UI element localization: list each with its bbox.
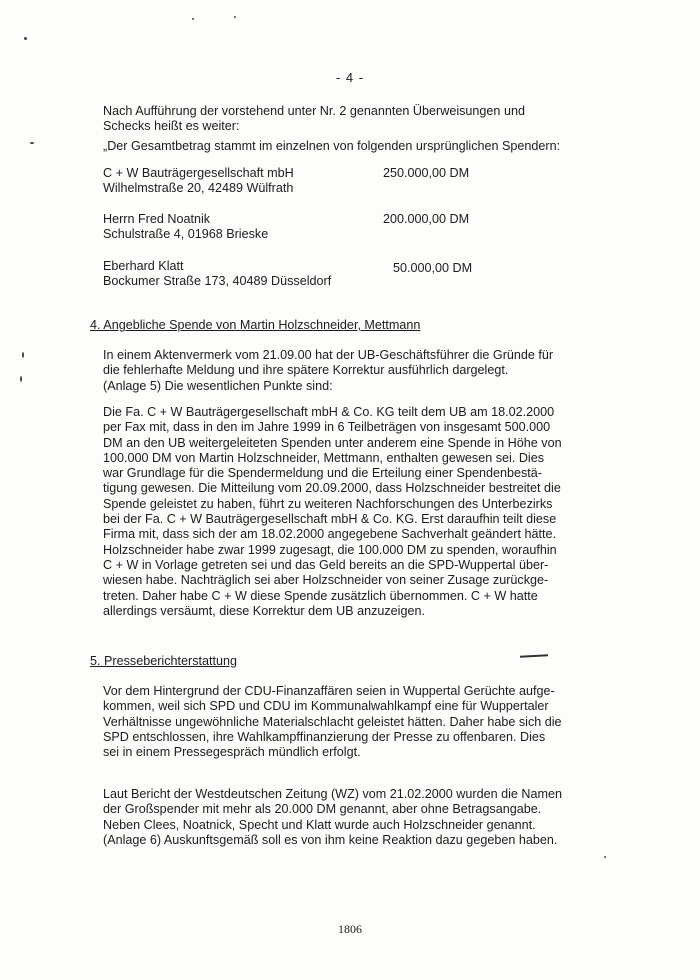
section4-paragraph-1 [103,348,553,394]
paragraph-line: Firma mit, dass sich der am 18.02.2000 angegebene Sachverhalt geändert hätte. [103,527,556,542]
footer-page-number: 1806 [338,922,362,936]
paragraph-line: war Grundlage für die Spendermeldung und die Erteilung einer Spendenbestä- [103,466,542,481]
scan-speck [22,352,24,358]
section-heading-4: 4. Angebliche Spende von Martin Holzschneider, Mettmann [90,318,421,332]
scan-speck [234,16,236,18]
paragraph-line: In einem Aktenvermerk vom 21.09.00 hat der UB-Geschäftsführer die Gründe für [103,348,554,362]
pen-mark [520,654,548,657]
donor-entry [103,259,331,290]
donor-amount: 50.000,00 DM [393,261,473,275]
paragraph-line: Verhältnisse ungewöhnliche Materialschlacht geleistet hätten. Daher habe sich die [103,714,562,729]
scan-speck [604,856,606,858]
paragraph-line: Holzschneider habe zwar 1999 zugesagt, die 100.000 DM zu spenden, woraufhin [103,542,557,557]
paragraph-line: die fehlerhafte Meldung und ihre spätere Korrektur ausführlich dargelegt. [103,363,509,378]
paragraph-line: DM an den UB weitergeleiteten Spenden unter anderem eine Spende in Höhe von [103,435,562,450]
donor-amount: 200.000,00 DM [383,212,470,226]
quote-intro-text: „Der Gesamtbetrag stammt im einzelnen von folgenden ursprünglichen Spendern: [103,139,561,153]
donor-address: Bockumer Straße 173, 40489 Düsseldorf [103,274,332,289]
paragraph-line: Laut Bericht der Westdeutschen Zeitung (WZ) vom 21.02.2000 wurden die Namen [103,787,562,801]
section5-paragraph-2 [103,787,562,848]
scan-speck [24,37,27,40]
paragraph-line: (Anlage 5) Die wesentlichen Punkte sind: [103,378,333,393]
intro-line: Schecks heißt es weiter: [103,119,240,134]
paragraph-line: Spende geleistet zu haben, führt zu weiteren Nachforschungen des Unterbezirks [103,496,553,511]
page-number: - 4 - [335,70,365,85]
paragraph-line: allerdings versäumt, diese Korrektur dem UB anzuzeigen. [103,603,425,618]
donor-name: C + W Bauträgergesellschaft mbH [103,166,294,180]
scan-speck [192,18,194,20]
intro-line: Nach Aufführung der vorstehend unter Nr. 2 genannten Überweisungen und [103,104,525,118]
paragraph-line: Die Fa. C + W Bauträgergesellschaft mbH & Co. KG teilt dem UB am 18.02.2000 [103,405,555,419]
paragraph-line: Vor dem Hintergrund der CDU-Finanzaffären seien in Wuppertal Gerüchte aufge- [103,684,555,698]
paragraph-line: Neben Clees, Noatnick, Specht und Klatt wurde auch Holzschneider genannt. [103,817,536,832]
paragraph-line: der Großspender mit mehr als 20.000 DM genannt, aber ohne Betragsangabe. [103,802,542,817]
donor-address: Schulstraße 4, 01968 Brieske [103,227,269,242]
scan-speck [20,376,22,382]
scan-speck [30,142,34,144]
section4-paragraph-2 [103,405,562,619]
section-heading-5: 5. Presseberichterstattung [90,654,238,668]
paragraph-line: wiesen habe. Nachträglich sei aber Holzschneider von seiner Zusage zurückge- [103,573,549,588]
paragraph-line: kommen, weil sich SPD und CDU im Kommunalwahlkampf eine für Wuppertaler [103,699,549,714]
paragraph-line: SPD entschlossen, ihre Wahlkampffinanzierung der Presse zu offenbaren. Dies [103,729,546,744]
donor-address: Wilhelmstraße 20, 42489 Wülfrath [103,181,294,196]
donor-entry [103,212,268,243]
paragraph-line: (Anlage 6) Auskunftsgemäß soll es von ihm keine Reaktion dazu gegeben haben. [103,832,558,847]
paragraph-line: bei der Fa. C + W Bauträgergesellschaft mbH & Co. KG. Erst daraufhin teilt diese [103,512,557,527]
paragraph-line: treten. Daher habe C + W diese Spende zusätzlich übernommen. C + W hatte [103,588,538,603]
paragraph-line: sei in einem Pressegespräch mündlich erfolgt. [103,745,361,760]
quote-intro [103,139,560,154]
section5-paragraph-1 [103,684,562,760]
donor-amount: 250.000,00 DM [383,166,470,180]
donor-name: Eberhard Klatt [103,259,184,273]
paragraph-line: C + W in Vorlage getreten sei und das Geld bereits an die SPD-Wuppertal über- [103,557,549,572]
paragraph-line: per Fax mit, dass in den im Jahre 1999 in 6 Teilbeträgen von insgesamt 500.000 [103,420,551,435]
paragraph-line: tigung gewesen. Die Mitteilung vom 20.09.2000, dass Holzschneider bestreitet die [103,481,561,496]
intro-paragraph [103,104,525,135]
paragraph-line: 100.000 DM von Martin Holzschneider, Mettmann, enthalten gewesen sei. Dies [103,450,545,465]
donor-entry [103,166,294,197]
donor-name: Herrn Fred Noatnik [103,212,211,226]
